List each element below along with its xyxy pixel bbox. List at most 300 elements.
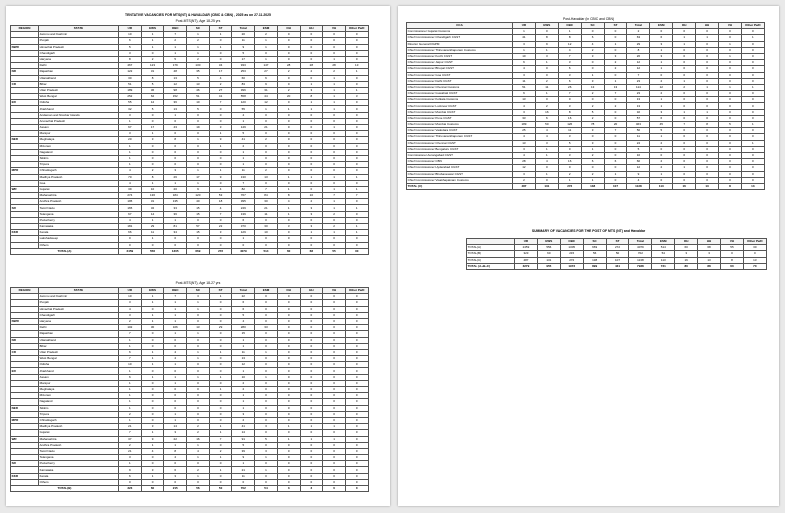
table-cell: 4 [164, 455, 187, 461]
table-cell: 0 [345, 155, 368, 161]
column-header: OBC [558, 23, 581, 29]
table-cell: 0 [323, 242, 346, 248]
table-cell: 0 [255, 479, 278, 485]
column-header: OBC [164, 288, 187, 294]
table-cell: 0 [300, 131, 323, 137]
table-cell: 9 [232, 44, 255, 50]
table-cell: 0 [673, 134, 696, 140]
table-cell: 0 [741, 109, 764, 115]
table-cell: 0 [323, 473, 346, 479]
table-cell: 0 [300, 343, 323, 349]
table-cell: Jharkhand [39, 106, 119, 112]
table-cell: 1 [232, 405, 255, 411]
table-cell: Telangana [39, 455, 119, 461]
table-cell: 0 [187, 236, 210, 242]
table-cell: 0 [345, 349, 368, 355]
table-cell: 0 [164, 387, 187, 393]
table-cell: 0 [741, 29, 764, 35]
table-cell: 3 [119, 50, 142, 56]
table-cell: 50 [535, 122, 558, 128]
table-cell: 0 [345, 331, 368, 337]
table-cell: 0 [209, 368, 232, 374]
table-cell: 0 [209, 380, 232, 386]
table-cell: 0 [255, 399, 278, 405]
table-cell: Uttar Pradesh [39, 349, 119, 355]
table-cell: 1 [255, 106, 278, 112]
table-cell: 431 [606, 263, 629, 269]
table-cell: 0 [345, 393, 368, 399]
table-cell: 10 [187, 100, 210, 106]
table-cell: 0 [696, 53, 719, 59]
table-cell: 1 [164, 180, 187, 186]
table-cell: 0 [323, 387, 346, 393]
table-cell: 107 [606, 257, 629, 263]
table-cell: 0 [209, 242, 232, 248]
table-cell: 1 [141, 349, 164, 355]
table-cell: 3 [209, 230, 232, 236]
table-cell: Uttarakhand [39, 75, 119, 81]
table-cell: 136 [141, 193, 164, 199]
table-cell: 6 [119, 374, 142, 380]
table-cell: 0 [719, 72, 742, 78]
table-cell: 1 [323, 205, 346, 211]
table-cell: 0 [719, 66, 742, 72]
table-cell: 2 [119, 442, 142, 448]
table-cell: 1 [141, 312, 164, 318]
table-cell: Chief Commissioner Chandigarh CGST [407, 35, 513, 41]
table-cell: Meghalaya [39, 137, 119, 143]
table-cell: 0 [141, 50, 164, 56]
table-cell: 0 [255, 387, 278, 393]
table-cell: 0 [300, 374, 323, 380]
table-cell: 10 [255, 230, 278, 236]
table-cell: Chief Commissioner Kochi CGST [407, 53, 513, 59]
table-cell: 3 [581, 78, 604, 84]
table-cell: 5 [164, 56, 187, 62]
table-cell: 1 [187, 442, 210, 448]
table-cell: Kerala [39, 230, 119, 236]
table-cell: 0 [119, 236, 142, 242]
table-cell: 10 [119, 294, 142, 300]
table-cell: 84 [255, 193, 278, 199]
column-header: EWS [535, 23, 558, 29]
table-cell: 0 [209, 162, 232, 168]
table-cell: 9 [209, 137, 232, 143]
table-cell: 252 [119, 94, 142, 100]
table-cell: Arunachal Pradesh [39, 118, 119, 124]
table-cell: 0 [141, 118, 164, 124]
table-cell: 6 [604, 159, 627, 165]
table-cell: 56 [583, 251, 606, 257]
table-cell: 767 [232, 193, 255, 199]
table-cell: 0 [141, 343, 164, 349]
table-cell: 0 [719, 152, 742, 158]
table-cell: 55 [119, 100, 142, 106]
table-cell: 1 [119, 405, 142, 411]
table-cell: 0 [741, 47, 764, 53]
table-cell: 0 [719, 146, 742, 152]
table-cell: 3 [232, 411, 255, 417]
table-cell: 1 [345, 69, 368, 75]
table-cell: Chief Commissioner Vadodara CGST [407, 128, 513, 134]
table-cell: 0 [209, 155, 232, 161]
table-cell: 1 [277, 106, 300, 112]
table-cell: 5 [650, 128, 673, 134]
table-cell: 51 [187, 94, 210, 100]
table-cell: 36 [141, 87, 164, 93]
table-cell: 88 [698, 263, 721, 269]
table-cell: 3 [187, 294, 210, 300]
table-cell: Director General DGPM [407, 41, 513, 47]
table-cell: 17 [187, 174, 210, 180]
table-cell: 5 [719, 122, 742, 128]
table-cell: 0 [535, 177, 558, 183]
table-cell: 6 [119, 349, 142, 355]
table-cell: 4 [209, 75, 232, 81]
table-cell: 3 [300, 205, 323, 211]
table-cell: 1 [255, 467, 278, 473]
table-cell: 4 [119, 217, 142, 223]
table-cell: 0 [300, 44, 323, 50]
table-cell: CR [11, 349, 39, 355]
table-cell: 0 [696, 171, 719, 177]
table-cell: 0 [673, 103, 696, 109]
table-cell: 4 [535, 134, 558, 140]
table-cell: 1 [187, 44, 210, 50]
table-cell: 8 [696, 122, 719, 128]
table-cell: 0 [141, 331, 164, 337]
table-cell: 0 [164, 236, 187, 242]
table-cell: 0 [300, 125, 323, 131]
table-cell: 63 [627, 35, 650, 41]
table-cell: Others [39, 242, 119, 248]
table-cell: 22 [232, 294, 255, 300]
table-cell: 12 [627, 60, 650, 66]
table-cell: 11 [535, 84, 558, 90]
table-cell: Nagaland [39, 149, 119, 155]
table-cell: 2 [650, 78, 673, 84]
table-cell: NWR [11, 318, 39, 324]
table-cell: 60 [721, 263, 744, 269]
table-cell: 0 [345, 479, 368, 485]
table-cell: Chief Commissioner Goa CGST [407, 72, 513, 78]
table-cell: Chief Commissioner Kolkata Customs [407, 97, 513, 103]
table-cell: 0 [255, 217, 278, 223]
table-cell: 0 [209, 442, 232, 448]
table-cell: 0 [581, 97, 604, 103]
table-cell: 3 [300, 211, 323, 217]
table-cell: 280 [232, 325, 255, 331]
table-cell: 0 [164, 143, 187, 149]
table-cell: 0 [141, 411, 164, 417]
table-cell: Gujarat [39, 430, 119, 436]
table-cell: 0 [323, 461, 346, 467]
table-cell: 1 [209, 430, 232, 436]
table-cell: 215 [164, 486, 187, 492]
table-cell: 1 [164, 442, 187, 448]
table-cell: 5 [141, 81, 164, 87]
table-cell: 19 [187, 125, 210, 131]
table-cell: 0 [255, 306, 278, 312]
table-cell: 9 [209, 174, 232, 180]
table-cell: 0 [345, 442, 368, 448]
table-cell: 0 [741, 78, 764, 84]
table-cell: 0 [345, 112, 368, 118]
table-cell: 0 [323, 112, 346, 118]
table-cell: 1 [741, 84, 764, 90]
table-cell: 30 [743, 245, 766, 251]
table-cell: 20 [277, 94, 300, 100]
table-cell: 0 [604, 134, 627, 140]
table-cell: 147 [255, 63, 278, 69]
table-cell: 0 [345, 343, 368, 349]
table-cell: 0 [277, 380, 300, 386]
table-cell: 20 [119, 137, 142, 143]
table-cell: 0 [209, 56, 232, 62]
table-cell: 1 [209, 467, 232, 473]
column-header: UR [119, 288, 142, 294]
table-cell: 0 [719, 115, 742, 121]
table-cell: 0 [277, 405, 300, 411]
column-header: Other PwD [345, 26, 368, 32]
table-cell: 8 [558, 109, 581, 115]
table-cell: 3 [119, 112, 142, 118]
table-cell: 1 [209, 143, 232, 149]
column-header: SC [187, 26, 210, 32]
table-cell: 0 [255, 236, 278, 242]
table-cell: 0 [345, 424, 368, 430]
total-row [407, 183, 765, 189]
table-cell: 0 [345, 217, 368, 223]
table-cell: 1 [604, 78, 627, 84]
table-cell: 1 [300, 436, 323, 442]
table-cell: 5 [232, 131, 255, 137]
table-cell: 0 [696, 66, 719, 72]
table-cell: 0 [277, 168, 300, 174]
table-cell: 0 [255, 300, 278, 306]
table-cell: 0 [696, 29, 719, 35]
table-cell: 1 [119, 368, 142, 374]
table-cell: 4 [232, 112, 255, 118]
table-cell: 17 [141, 125, 164, 131]
table-cell: 2 [323, 224, 346, 230]
table-cell: 463 [627, 122, 650, 128]
table-cell: 15 [232, 331, 255, 337]
table-cell: 556 [537, 245, 560, 251]
table-cell: 0 [164, 118, 187, 124]
table-cell: 0 [345, 486, 368, 492]
table-cell: 0 [187, 417, 210, 423]
table-cell: NR [11, 69, 39, 75]
table-cell: 1 [119, 149, 142, 155]
table-cell: 7 [604, 128, 627, 134]
column-header: REGION [11, 288, 39, 294]
table-cell: 0 [209, 306, 232, 312]
table-cell: 2 [119, 411, 142, 417]
table-cell: 13 [581, 84, 604, 90]
table-cell: 0 [300, 50, 323, 56]
table-cell: 1 [119, 387, 142, 393]
table-cell: 13 [164, 106, 187, 112]
table-cell: 13 [627, 103, 650, 109]
table-cell: 0 [164, 461, 187, 467]
table-cell: 0 [141, 143, 164, 149]
table-cell: Delhi [39, 325, 119, 331]
table-cell: 120 [232, 100, 255, 106]
table-cell: 1 [141, 294, 164, 300]
table-cell: Rajasthan [39, 69, 119, 75]
table-cell: Assam [39, 125, 119, 131]
column-header: Total [629, 239, 652, 245]
column-header: ESM [255, 26, 278, 32]
table-cell: 0 [323, 411, 346, 417]
table-cell: 32 [119, 106, 142, 112]
table-cell: 0 [277, 242, 300, 248]
table-cell: 3 [535, 140, 558, 146]
table-cell: 1 [513, 47, 536, 53]
table-cell: Chhattisgarh [39, 417, 119, 423]
table-cell: 0 [209, 337, 232, 343]
table-cell: 0 [696, 78, 719, 84]
table-cell: 2 [255, 137, 278, 143]
table-cell: 11 [232, 168, 255, 174]
table-cell: 1 [323, 199, 346, 205]
table-cell: 25 [513, 128, 536, 134]
table-cell: Chief Commissioner Guwahati CGST [407, 91, 513, 97]
table-cell: 48 [164, 69, 187, 75]
table-cell: 0 [255, 356, 278, 362]
table-cell: 0 [650, 72, 673, 78]
table-cell: 1 [232, 461, 255, 467]
table-cell: 16 [535, 109, 558, 115]
table-cell: 0 [323, 486, 346, 492]
table-cell: 0 [604, 35, 627, 41]
table-cell: 0 [535, 165, 558, 171]
table-cell: 50 [627, 128, 650, 134]
table-cell: 12 [141, 100, 164, 106]
table-cell: 0 [650, 146, 673, 152]
table-cell: 0 [277, 448, 300, 454]
table-cell: 1 [164, 411, 187, 417]
table-cell: 0 [345, 312, 368, 318]
table-cell: 60 [537, 251, 560, 257]
table-cell: 1 [141, 356, 164, 362]
table-cell: 0 [650, 177, 673, 183]
table-cell: 113 [650, 183, 673, 189]
table-cell: 1 [141, 217, 164, 223]
table-cell: 0 [164, 393, 187, 399]
table-cell: 0 [673, 146, 696, 152]
table-cell: 0 [323, 380, 346, 386]
table-cell: 0 [719, 97, 742, 103]
table-cell: 0 [255, 155, 278, 161]
table-cell: MPR [11, 417, 39, 423]
table-cell: 9 [187, 186, 210, 192]
table-cell: 7 [119, 430, 142, 436]
table-cell: 0 [323, 325, 346, 331]
table-cell: 0 [277, 155, 300, 161]
table-cell: 0 [141, 417, 164, 423]
table-cell: 1 [323, 186, 346, 192]
table-cell: 21 [232, 467, 255, 473]
table-cell: 1 [209, 455, 232, 461]
t1-subtitle: Post-MTS(NT), Age 18-25 yrs [175, 19, 221, 23]
table-cell: 138 [581, 183, 604, 189]
table-cell: 1 [209, 168, 232, 174]
table-cell: 21 [255, 205, 278, 211]
table-cell: 20 [604, 122, 627, 128]
table-cell: 0 [535, 29, 558, 35]
table-cell: 3 [300, 486, 323, 492]
table-cell: 0 [300, 399, 323, 405]
table-cell: Manipur [39, 380, 119, 386]
table-cell: 13 [232, 356, 255, 362]
table-cell: 0 [187, 149, 210, 155]
table-cell: 0 [300, 112, 323, 118]
table-cell: 1 [345, 87, 368, 93]
table-cell: 33 [255, 325, 278, 331]
table-cell: 0 [323, 180, 346, 186]
table-cell: Kerala [39, 473, 119, 479]
table-cell: 0 [345, 44, 368, 50]
table-cell: 0 [741, 128, 764, 134]
table-cell: 2459 [515, 245, 538, 251]
column-header: STATE [39, 26, 119, 32]
table-cell: 1 [232, 236, 255, 242]
table-cell: 4 [535, 128, 558, 134]
table-cell: 1 [141, 131, 164, 137]
table-cell: 0 [187, 312, 210, 318]
table-cell: 60 [277, 248, 300, 254]
table-cell: 2 [277, 87, 300, 93]
table-cell: 0 [277, 411, 300, 417]
table-cell: 0 [277, 362, 300, 368]
table-cell: TOTAL(A) [467, 245, 515, 251]
table-cell: TOTAL(B) [11, 486, 119, 492]
table-cell: 0 [345, 405, 368, 411]
table-cell: 3 [345, 94, 368, 100]
table-cell: 1 [604, 171, 627, 177]
table-cell: 0 [696, 165, 719, 171]
table-cell: 0 [673, 66, 696, 72]
table-cell: 2 [232, 417, 255, 423]
table-cell: 2 [323, 211, 346, 217]
table-cell: 0 [141, 112, 164, 118]
table-cell: 1 [696, 35, 719, 41]
table-cell: 0 [277, 312, 300, 318]
table-cell: 0 [300, 56, 323, 62]
table-cell: 1 [119, 393, 142, 399]
table-cell: 0 [300, 168, 323, 174]
table-cell: 5 [187, 75, 210, 81]
table-cell: 54 [652, 251, 675, 257]
table-cell: 1 [277, 205, 300, 211]
table-cell: 9 [255, 81, 278, 87]
table-cell: Gujarat [39, 186, 119, 192]
table-cell: 0 [604, 97, 627, 103]
table-cell: 107 [604, 183, 627, 189]
table-cell: 4 [535, 159, 558, 165]
table-cell: 0 [277, 442, 300, 448]
table-cell: 2 [581, 171, 604, 177]
table-cell: 0 [209, 461, 232, 467]
table-cell: 4 [119, 306, 142, 312]
table-cell: 0 [277, 430, 300, 436]
table-cell: 3 [164, 168, 187, 174]
table-cell: Rajasthan [39, 331, 119, 337]
table-cell: 54 [255, 486, 278, 492]
table-cell: Chief Commissioner Bhubaneswar CGST [407, 171, 513, 177]
